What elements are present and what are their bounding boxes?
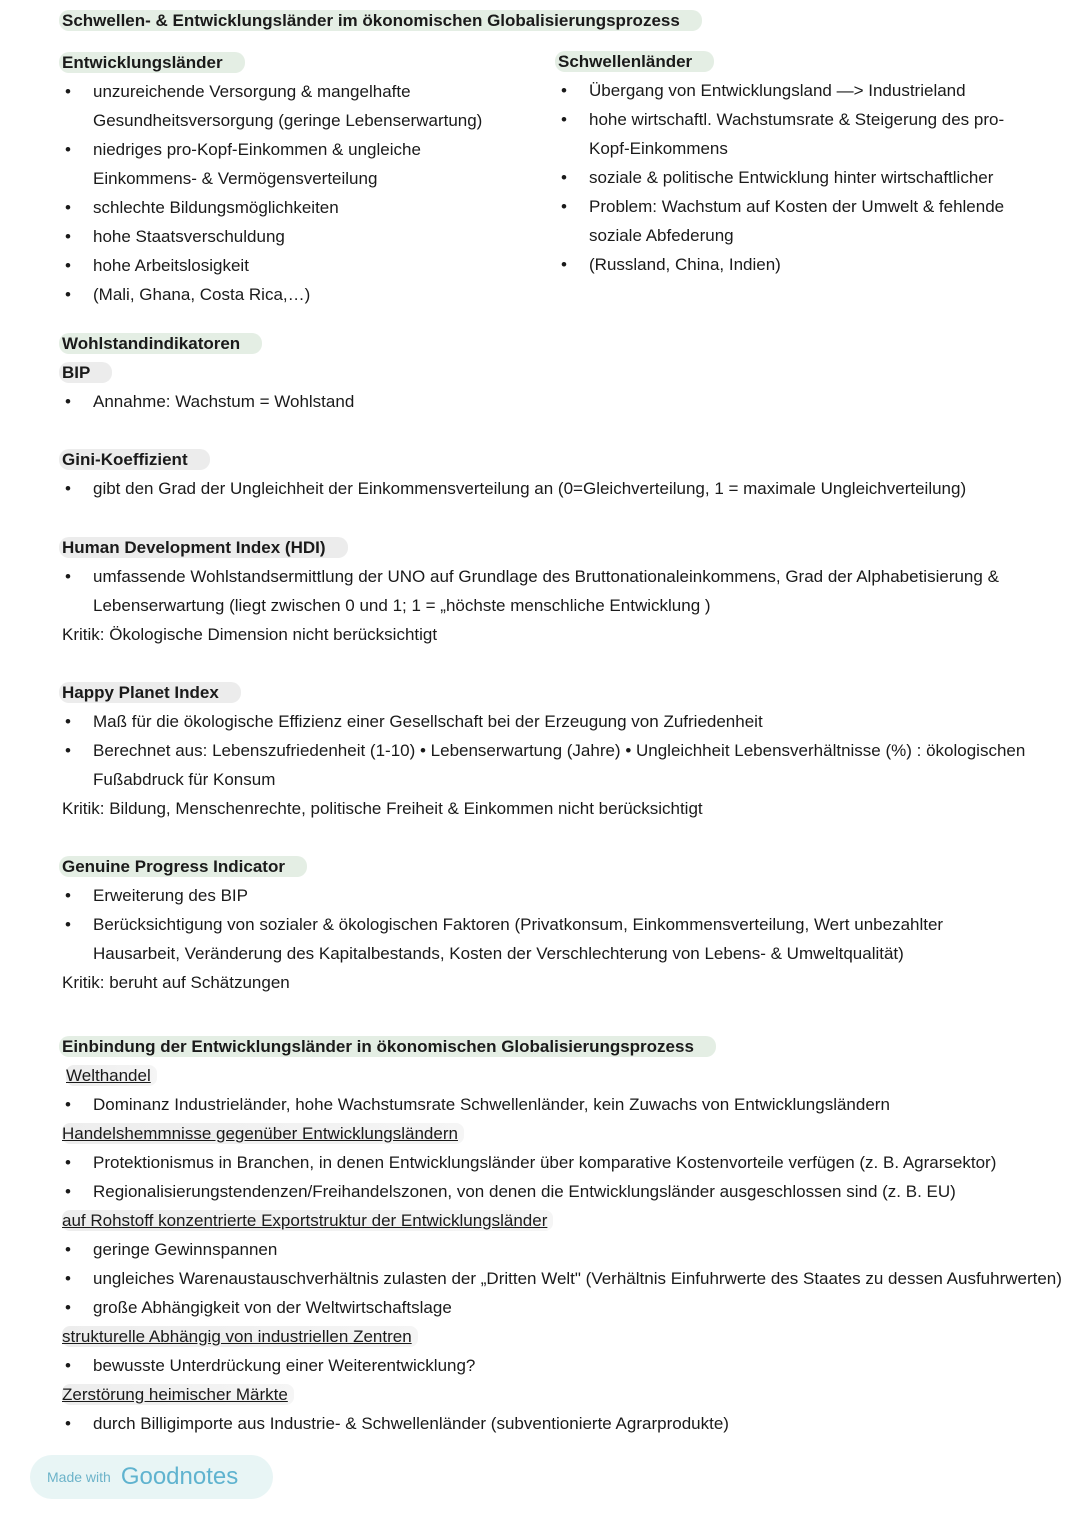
list-item: • durch Billigimporte aus Industrie- & Schwellenländer (subventionierte Agrarprodukte) <box>62 1409 1062 1438</box>
kritik-hpi: Kritik: Bildung, Menschenrechte, politische Freiheit & Einkommen nicht berücksichtigt <box>62 799 703 818</box>
kritik-gpi: Kritik: beruht auf Schätzungen <box>62 973 290 992</box>
goodnotes-logo: Goodnotes <box>120 1463 239 1490</box>
heading-schwellenlaender: Schwellenländer <box>555 51 714 72</box>
list-item: • große Abhängigkeit von der Weltwirtschaftslage <box>62 1293 1062 1322</box>
list-item: • geringe Gewinnspannen <box>62 1235 1062 1264</box>
list-item: • hohe wirtschaftl. Wachstumsrate & Steigerung des pro-Kopf-Einkommens <box>558 105 1038 163</box>
heading-bip: BIP <box>59 362 112 383</box>
document-title: Schwellen- & Entwicklungsländer im ökonomischen Globalisierungsprozess <box>62 6 702 35</box>
list-item: • Berücksichtigung von sozialer & ökologischen Faktoren (Privatkonsum, Einkommensverteilung, Wert unbezahlter Hausarbeit, Veränderung des Kapitalbestands, Kosten der Verschlechterung von Lebens- & Umweltqualität) <box>62 910 1022 968</box>
list-item: • Regionalisierungstendenzen/Freihandelszonen, von denen die Entwicklungsländer ausgeschlossen sind (z. B. EU) <box>62 1177 1062 1206</box>
list-item: • Übergang von Entwicklungsland —> Industrieland <box>558 76 1038 105</box>
section-gpi <box>62 852 1022 997</box>
list-item: • unzureichende Versorgung & mangelhafte Gesundheitsversorgung (geringe Lebenserwartung) <box>62 77 512 135</box>
heading-rohstoff: auf Rohstoff konzentrierte Exportstruktur der Entwicklungsländer <box>62 1210 553 1231</box>
goodnotes-badge: Made with Goodnotes <box>30 1455 273 1499</box>
list-item: • (Mali, Ghana, Costa Rica,…) <box>62 280 512 309</box>
heading-einbindung: Einbindung der Entwicklungsländer in ökonomischen Globalisierungsprozess <box>59 1036 716 1057</box>
list-item: • Erweiterung des BIP <box>62 881 1022 910</box>
list-item: • Protektionismus in Branchen, in denen Entwicklungsländer über komparative Kostenvorteile verfügen (z. B. Agrarsektor) <box>62 1148 1062 1177</box>
heading-hpi: Happy Planet Index <box>59 682 241 703</box>
section-wohlstand <box>62 329 1062 416</box>
section-gini <box>62 445 1062 503</box>
kritik-hdi: Kritik: Ökologische Dimension nicht berücksichtigt <box>62 625 438 644</box>
heading-abhaengig: strukturelle Abhängig von industriellen Zentren <box>62 1326 418 1347</box>
list-item: • Berechnet aus: Lebenszufriedenheit (1-10) • Lebenserwartung (Jahre) • Ungleichheit Lebensverhältnisse (%) : ökologischen Fußabdruck für Konsum <box>62 736 1074 794</box>
list-item: • gibt den Grad der Ungleichheit der Einkommensverteilung an (0=Gleichverteilung, 1 = maximale Ungleichverteilung) <box>62 474 1062 503</box>
heading-welthandel: Welthandel <box>66 1065 157 1086</box>
heading-entwicklungslaender: Entwicklungsländer <box>59 52 245 73</box>
heading-hemmnisse: Handelshemmnisse gegenüber Entwicklungsländern <box>62 1123 464 1144</box>
list-item: • schlechte Bildungsmöglichkeiten <box>62 193 512 222</box>
section-hpi <box>62 678 1074 823</box>
list-item: • umfassende Wohlstandsermittlung der UNO auf Grundlage des Bruttonationaleinkommens, Grad der Alphabetisierung & Lebenserwartung (liegt zwischen 0 und 1; 1 = „höchste menschliche Entwicklung ) <box>62 562 1052 620</box>
section-entwicklungslaender <box>62 48 512 309</box>
list-item: • Annahme: Wachstum = Wohlstand <box>62 387 1062 416</box>
list-item: • hohe Staatsverschuldung <box>62 222 512 251</box>
list-item: • Dominanz Industrieländer, hohe Wachstumsrate Schwellenländer, kein Zuwachs von Entwicklungsländern <box>62 1090 1062 1119</box>
heading-wohlstand: Wohlstandindikatoren <box>59 333 262 354</box>
list-item: • (Russland, China, Indien) <box>558 250 1038 279</box>
list-item: • hohe Arbeitslosigkeit <box>62 251 512 280</box>
list-item: • Maß für die ökologische Effizienz einer Gesellschaft bei der Erzeugung von Zufriedenheit <box>62 707 1074 736</box>
section-einbindung <box>62 1032 1062 1438</box>
heading-hdi: Human Development Index (HDI) <box>59 537 348 558</box>
list-item: • Problem: Wachstum auf Kosten der Umwelt & fehlende soziale Abfederung <box>558 192 1038 250</box>
heading-gpi: Genuine Progress Indicator <box>59 856 307 877</box>
heading-gini: Gini-Koeffizient <box>59 449 210 470</box>
section-schwellenlaender <box>558 47 1038 279</box>
section-hdi <box>62 533 1052 649</box>
list-item: • bewusste Unterdrückung einer Weiterentwicklung? <box>62 1351 1062 1380</box>
heading-zerstoerung: Zerstörung heimischer Märkte <box>62 1384 294 1405</box>
list-item: • niedriges pro-Kopf-Einkommen & ungleiche Einkommens- & Vermögensverteilung <box>62 135 512 193</box>
list-item: • soziale & politische Entwicklung hinter wirtschaftlicher <box>558 163 1038 192</box>
list-item: • ungleiches Warenaustauschverhältnis zulasten der „Dritten Welt" (Verhältnis Einfuhrwerte des Staates zu dessen Ausfuhrwerten) <box>62 1264 1062 1293</box>
